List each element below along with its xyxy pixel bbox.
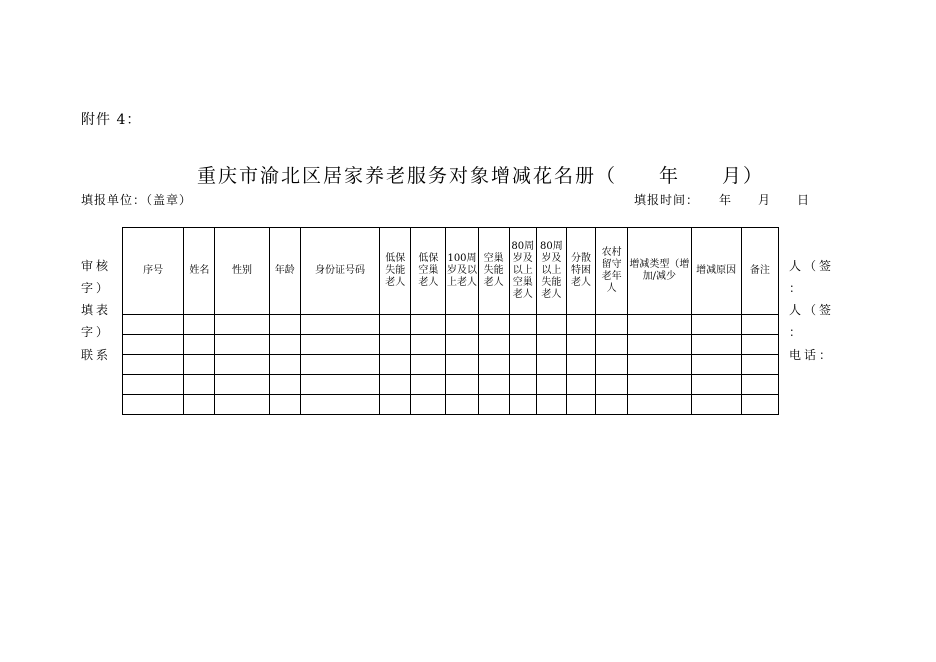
table-cell[interactable] [741, 335, 778, 355]
header-cell: 低保失能老人 [380, 228, 411, 315]
table-cell[interactable] [509, 395, 536, 415]
table-cell[interactable] [741, 395, 778, 415]
table-cell[interactable] [566, 315, 595, 335]
table-cell[interactable] [566, 355, 595, 375]
table-cell[interactable] [380, 355, 411, 375]
left-label-filler: 填表 [81, 303, 112, 317]
table-cell[interactable] [446, 395, 478, 415]
table-cell[interactable] [446, 355, 478, 375]
table-cell[interactable] [741, 355, 778, 375]
table-row [123, 355, 779, 375]
table-cell[interactable] [269, 375, 300, 395]
table-row [123, 375, 779, 395]
header-cell: 农村留守老年人 [596, 228, 628, 315]
table-cell[interactable] [269, 355, 300, 375]
table-cell[interactable] [300, 375, 379, 395]
table-cell[interactable] [628, 355, 691, 375]
table-cell[interactable] [536, 375, 566, 395]
header-cell: 备注 [741, 228, 778, 315]
table-cell[interactable] [300, 355, 379, 375]
table-cell[interactable] [446, 315, 478, 335]
table-cell[interactable] [215, 355, 269, 375]
table-row [123, 335, 779, 355]
table-cell[interactable] [123, 375, 184, 395]
table-cell[interactable] [446, 335, 478, 355]
table-cell[interactable] [628, 375, 691, 395]
table-cell[interactable] [741, 375, 778, 395]
table-cell[interactable] [596, 375, 628, 395]
right-label-phone: 电话： [789, 348, 835, 362]
table-cell[interactable] [741, 315, 778, 335]
left-label-contact: 联系 [81, 348, 112, 362]
table-cell[interactable] [566, 335, 595, 355]
fill-unit-label: 填报单位：（盖章） [81, 193, 193, 207]
table-cell[interactable] [300, 395, 379, 415]
header-cell: 低保空巢老人 [411, 228, 446, 315]
table-cell[interactable] [566, 375, 595, 395]
table-cell[interactable] [478, 375, 509, 395]
table-cell[interactable] [691, 335, 741, 355]
table-cell[interactable] [566, 395, 595, 415]
fill-time-label: 填报时间： 年 月 日 [634, 193, 811, 207]
table-cell[interactable] [215, 335, 269, 355]
table-cell[interactable] [380, 315, 411, 335]
table-cell[interactable] [380, 375, 411, 395]
table-cell[interactable] [536, 315, 566, 335]
table-cell[interactable] [628, 335, 691, 355]
table-cell[interactable] [380, 395, 411, 415]
table-cell[interactable] [509, 355, 536, 375]
table-cell[interactable] [184, 355, 215, 375]
table-cell[interactable] [123, 335, 184, 355]
table-cell[interactable] [300, 335, 379, 355]
table-cell[interactable] [596, 315, 628, 335]
table-cell[interactable] [478, 315, 509, 335]
page-title: 重庆市渝北区居家养老服务对象增减花名册（ 年 月） [197, 165, 765, 187]
table-cell[interactable] [215, 395, 269, 415]
header-cell: 空巢失能老人 [478, 228, 509, 315]
table-cell[interactable] [269, 335, 300, 355]
table-cell[interactable] [691, 355, 741, 375]
table-cell[interactable] [628, 315, 691, 335]
table-cell[interactable] [691, 375, 741, 395]
table-cell[interactable] [411, 395, 446, 415]
table-cell[interactable] [300, 315, 379, 335]
table-cell[interactable] [123, 355, 184, 375]
table-cell[interactable] [478, 335, 509, 355]
left-label-filler-sign: 字） [81, 325, 112, 339]
table-cell[interactable] [536, 395, 566, 415]
table-cell[interactable] [123, 395, 184, 415]
left-label-reviewer: 审核 [81, 259, 112, 273]
header-cell: 年龄 [269, 228, 300, 315]
table-cell[interactable] [215, 375, 269, 395]
header-cell: 增减类型（增加/减少 [628, 228, 691, 315]
header-cell: 姓名 [184, 228, 215, 315]
table-row [123, 315, 779, 335]
right-label-colon-2: ： [789, 325, 805, 339]
table-cell[interactable] [411, 335, 446, 355]
right-label-filler-sign: 人（签 [789, 303, 835, 317]
table-cell[interactable] [380, 335, 411, 355]
header-cell: 增减原因 [691, 228, 741, 315]
header-cell: 80周岁及以上空巢老人 [509, 228, 536, 315]
table-cell[interactable] [536, 335, 566, 355]
table-cell[interactable] [411, 315, 446, 335]
header-cell: 分散特困老人 [566, 228, 595, 315]
table-cell[interactable] [411, 355, 446, 375]
right-label-reviewer-sign: 人（签 [789, 259, 835, 273]
table-cell[interactable] [596, 395, 628, 415]
table-cell[interactable] [184, 375, 215, 395]
left-label-reviewer-sign: 字） [81, 281, 112, 295]
table-cell[interactable] [478, 355, 509, 375]
table-row [123, 395, 779, 415]
table-cell[interactable] [596, 335, 628, 355]
table-cell[interactable] [628, 395, 691, 415]
table-cell[interactable] [536, 355, 566, 375]
table-cell[interactable] [184, 395, 215, 415]
table-cell[interactable] [184, 335, 215, 355]
table-cell[interactable] [691, 395, 741, 415]
table-cell[interactable] [215, 315, 269, 335]
table-header-row [123, 228, 779, 315]
header-cell: 序号 [123, 228, 184, 315]
table-cell[interactable] [596, 355, 628, 375]
table-cell[interactable] [123, 315, 184, 335]
header-cell: 100周岁及以上老人 [446, 228, 478, 315]
header-cell: 性别 [215, 228, 269, 315]
table-cell[interactable] [509, 315, 536, 335]
right-label-colon-1: ： [789, 281, 805, 295]
table-cell[interactable] [691, 315, 741, 335]
attachment-label: 附件 4： [81, 112, 142, 128]
table-cell[interactable] [184, 315, 215, 335]
table-cell[interactable] [509, 335, 536, 355]
table-cell[interactable] [446, 375, 478, 395]
table-cell[interactable] [269, 395, 300, 415]
table-cell[interactable] [411, 375, 446, 395]
table-cell[interactable] [478, 395, 509, 415]
header-cell: 身份证号码 [300, 228, 379, 315]
header-cell: 80周岁及以上失能老人 [536, 228, 566, 315]
table-cell[interactable] [269, 315, 300, 335]
roster-table [122, 227, 779, 415]
table-cell[interactable] [509, 375, 536, 395]
